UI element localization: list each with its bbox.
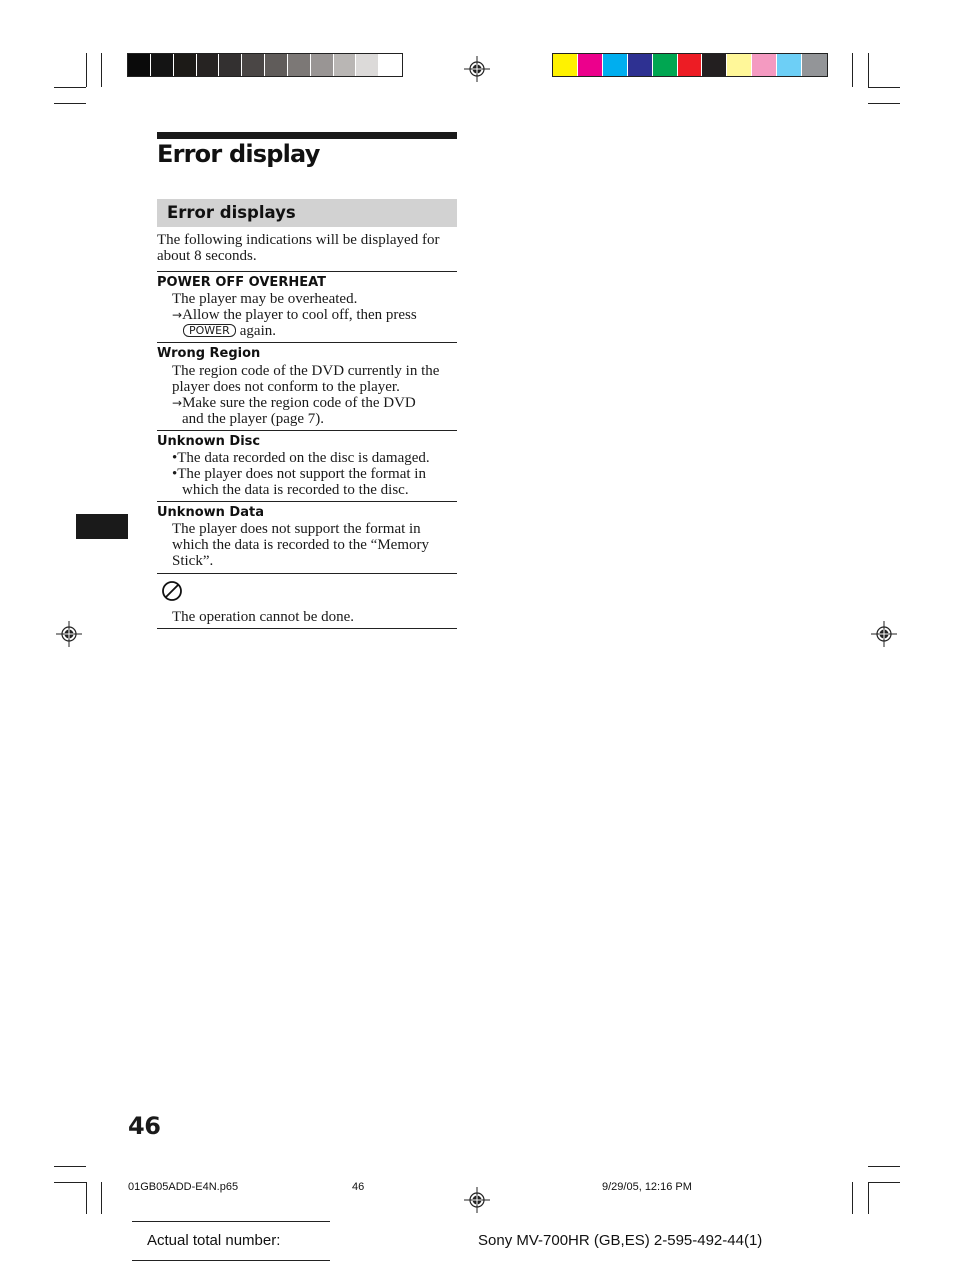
crop-mark: [86, 1182, 87, 1214]
crop-mark: [868, 103, 900, 104]
color-swatch: [802, 54, 827, 76]
remedy-text: Allow the player to cool off, then press: [182, 307, 417, 323]
crop-mark: [54, 87, 86, 88]
error-label-unknown-disc: Unknown Disc: [157, 434, 261, 449]
color-swatch: [678, 54, 703, 76]
color-swatch: [379, 54, 402, 76]
crop-mark: [868, 1166, 900, 1167]
color-swatch: [702, 54, 727, 76]
color-swatch: [752, 54, 777, 76]
color-swatch: [628, 54, 653, 76]
error-label-wrong-region: Wrong Region: [157, 346, 261, 361]
bullet-text: The player does not support the format in: [177, 466, 426, 482]
power-key-label: POWER: [183, 324, 236, 337]
registration-mark-icon: [871, 621, 897, 647]
registration-mark-icon: [464, 56, 490, 82]
error-description: The player does not support the format in which the data is recorded to the “Memory Stick”.: [172, 521, 429, 569]
section-divider: [157, 342, 457, 343]
section-tab-marker: [76, 514, 128, 539]
footer-rule: [132, 1221, 330, 1222]
color-swatch: [219, 54, 242, 76]
error-label-unknown-data: Unknown Data: [157, 505, 264, 520]
subheading: Error displays: [167, 203, 296, 222]
color-swatch: [603, 54, 628, 76]
crop-mark: [852, 53, 853, 87]
bullet-text-cont: which the data is recorded to the disc.: [182, 482, 409, 498]
crop-mark: [852, 1182, 853, 1214]
bullet-icon: •: [172, 450, 178, 466]
color-swatch: [197, 54, 220, 76]
error-description: The operation cannot be done.: [172, 609, 355, 625]
title-rule: [157, 132, 457, 139]
error-description: [172, 363, 457, 427]
error-description: [172, 291, 457, 339]
crop-mark: [54, 1182, 86, 1183]
crop-mark: [868, 87, 900, 88]
color-swatch: [265, 54, 288, 76]
process-color-bar: [552, 53, 828, 77]
footer-rule: [132, 1260, 330, 1261]
color-swatch: [151, 54, 174, 76]
timestamp: 9/29/05, 12:16 PM: [602, 1181, 692, 1193]
color-swatch: [128, 54, 151, 76]
bullet-icon: •: [172, 466, 178, 482]
prohibited-icon: [161, 580, 183, 602]
remedy-text-cont: and the player (page 7).: [182, 411, 325, 427]
section-divider: [157, 271, 457, 272]
cause-text: The player may be overheated.: [172, 291, 358, 307]
crop-mark: [54, 1166, 86, 1167]
color-swatch: [288, 54, 311, 76]
intro-text: The following indications will be displayed for about 8 seconds.: [157, 232, 440, 264]
section-divider: [157, 628, 457, 629]
color-swatch: [777, 54, 802, 76]
section-divider: [157, 573, 457, 574]
color-swatch: [174, 54, 197, 76]
error-description: [172, 450, 457, 498]
section-divider: [157, 501, 457, 502]
cause-text: The region code of the DVD currently in the player does not conform to the player.: [172, 363, 440, 395]
crop-mark: [101, 53, 102, 87]
section-divider: [157, 430, 457, 431]
crop-mark: [868, 1182, 900, 1183]
color-swatch: [653, 54, 678, 76]
registration-mark-icon: [56, 621, 82, 647]
page-number: 46: [128, 1112, 161, 1140]
color-swatch: [334, 54, 357, 76]
color-swatch: [242, 54, 265, 76]
remedy-text: Make sure the region code of the DVD: [182, 395, 416, 411]
file-name: 01GB05ADD-E4N.p65: [128, 1181, 239, 1193]
registration-mark-icon: [464, 1187, 490, 1213]
total-number-label: Actual total number:: [147, 1232, 281, 1249]
crop-mark: [86, 53, 87, 87]
grayscale-color-bar: [127, 53, 403, 77]
arrow-icon: →: [172, 308, 183, 322]
page-title: Error display: [157, 140, 320, 168]
crop-mark: [868, 53, 869, 87]
error-label-power-off-overheat: POWER OFF OVERHEAT: [157, 275, 327, 290]
color-swatch: [553, 54, 578, 76]
arrow-icon: →: [172, 396, 183, 410]
color-swatch: [727, 54, 752, 76]
color-swatch: [578, 54, 603, 76]
crop-mark: [54, 103, 86, 104]
color-swatch: [311, 54, 334, 76]
crop-mark: [868, 1182, 869, 1214]
product-code: Sony MV-700HR (GB,ES) 2-595-492-44(1): [478, 1232, 763, 1249]
subheading-box: [157, 199, 457, 227]
color-swatch: [356, 54, 379, 76]
remedy-text-end: again.: [239, 323, 276, 339]
slug-page-number: 46: [352, 1181, 365, 1193]
crop-mark: [101, 1182, 102, 1214]
bullet-text: The data recorded on the disc is damaged.: [177, 450, 430, 466]
